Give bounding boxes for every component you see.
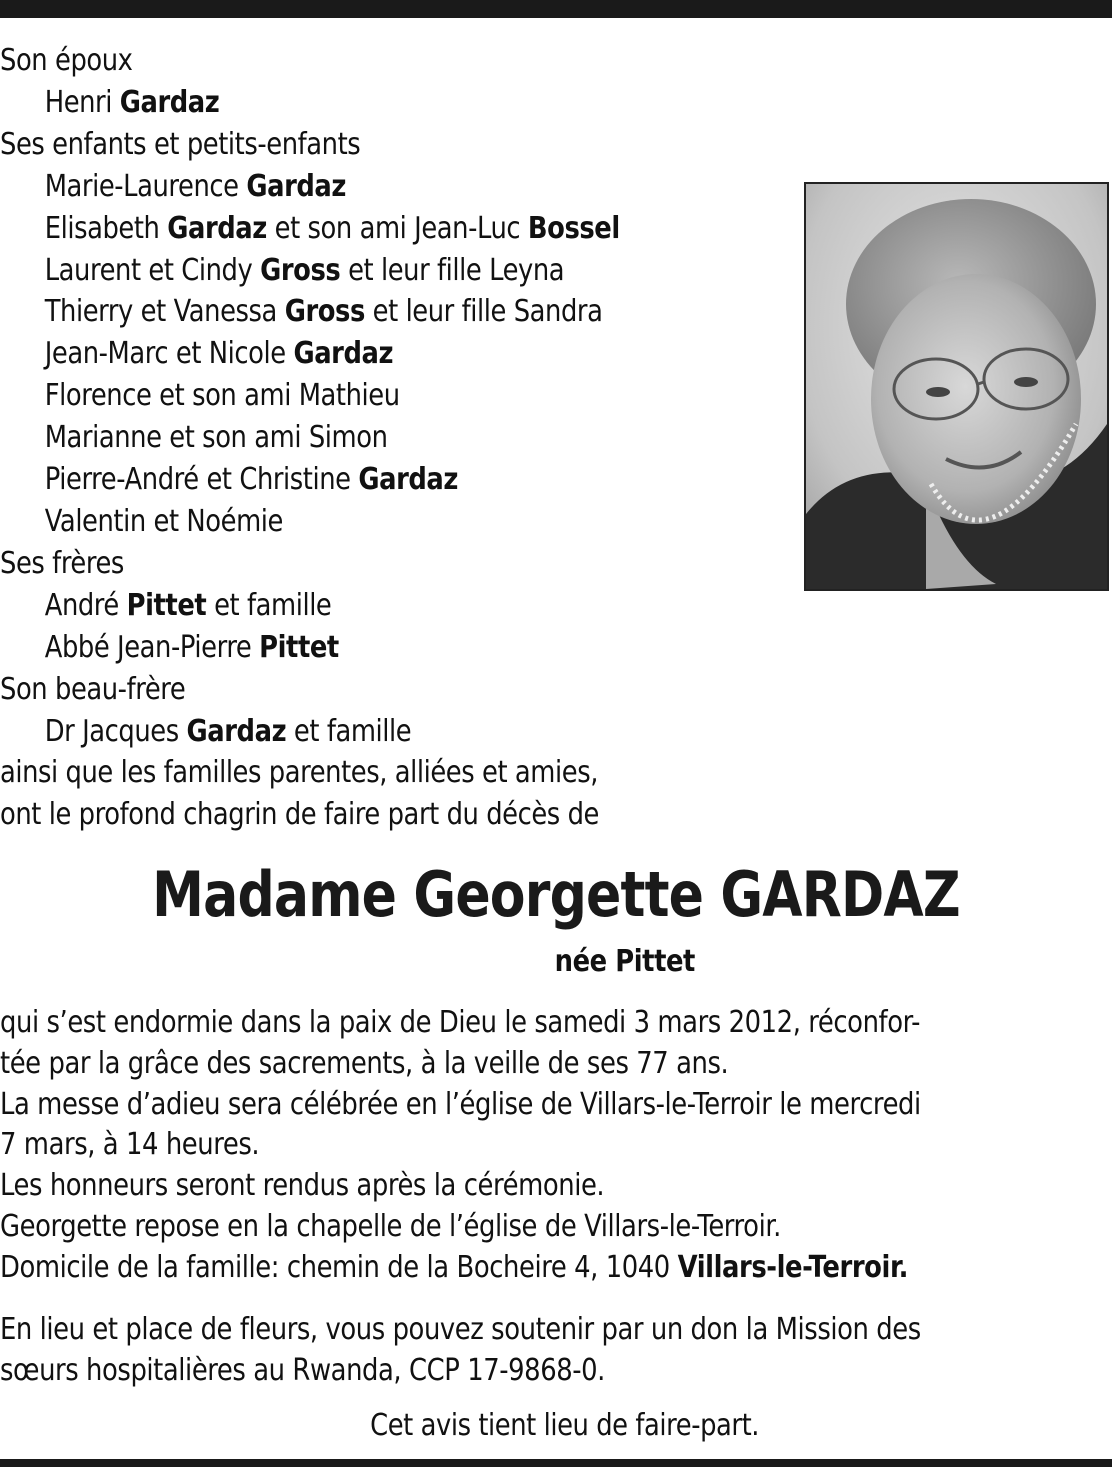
text-line: tée par la grâce des sacrements, à la veille de ses 77 ans.	[0, 1045, 729, 1081]
family-list	[0, 40, 679, 836]
text-line: La messe d’adieu sera célébrée en l’église de Villars-le-Terroir le mercredi	[0, 1086, 921, 1122]
bottom-rule	[0, 1459, 1112, 1467]
family-line: André Pittet et famille	[44, 587, 332, 623]
family-line: Son beau-frère	[0, 671, 186, 707]
text-line: Domicile de la famille: chemin de la Bocheire 4, 1040 Villars-le-Terroir.	[0, 1249, 908, 1285]
text-line: Georgette repose en la chapelle de l’église de Villars-le-Terroir.	[0, 1208, 781, 1244]
portrait-illustration	[806, 184, 1107, 589]
text-line: En lieu et place de fleurs, vous pouvez soutenir par un don la Mission des	[0, 1312, 921, 1347]
family-line: Laurent et Cindy Gross et leur fille Leyna	[44, 252, 565, 288]
maiden-name: née Pittet	[554, 944, 695, 979]
text-line: Les honneurs seront rendus après la cérémonie.	[0, 1168, 605, 1204]
announcement-text	[0, 1003, 1112, 1289]
family-line: Abbé Jean-Pierre Pittet	[44, 629, 339, 665]
top-rule	[0, 0, 1112, 18]
family-line: Marianne et son ami Simon	[44, 420, 388, 456]
family-line: Valentin et Noémie	[44, 503, 283, 539]
family-line: Marie-Laurence Gardaz	[44, 168, 346, 204]
text-line: 7 mars, à 14 heures.	[0, 1127, 260, 1163]
closing-note: Cet avis tient lieu de faire-part.	[370, 1408, 760, 1443]
family-line: Jean-Marc et Nicole Gardaz	[44, 336, 394, 372]
family-line: ainsi que les familles parentes, alliées et amies,	[0, 755, 598, 791]
family-line: Ses enfants et petits-enfants	[0, 126, 361, 162]
family-line: Pierre-André et Christine Gardaz	[44, 462, 458, 498]
text-line: qui s’est endormie dans la paix de Dieu le samedi 3 mars 2012, réconfor-	[0, 1005, 921, 1040]
family-line: Thierry et Vanessa Gross et leur fille Sandra	[44, 294, 603, 330]
family-line: Henri Gardaz	[44, 84, 220, 120]
text-line: sœurs hospitalières au Rwanda, CCP 17-9868-0.	[0, 1352, 605, 1388]
family-line: Son époux	[0, 43, 133, 78]
deceased-name: Madame Georgette GARDAZ	[152, 858, 960, 931]
family-line: Florence et son ami Mathieu	[44, 378, 400, 414]
family-line: Elisabeth Gardaz et son ami Jean-Luc Bossel	[44, 210, 620, 246]
family-line: Dr Jacques Gardaz et famille	[44, 713, 412, 749]
donation-text	[0, 1310, 1112, 1392]
family-line: ont le profond chagrin de faire part du décès de	[0, 797, 599, 833]
portrait-photo	[804, 182, 1109, 591]
family-line: Ses frères	[0, 545, 124, 581]
